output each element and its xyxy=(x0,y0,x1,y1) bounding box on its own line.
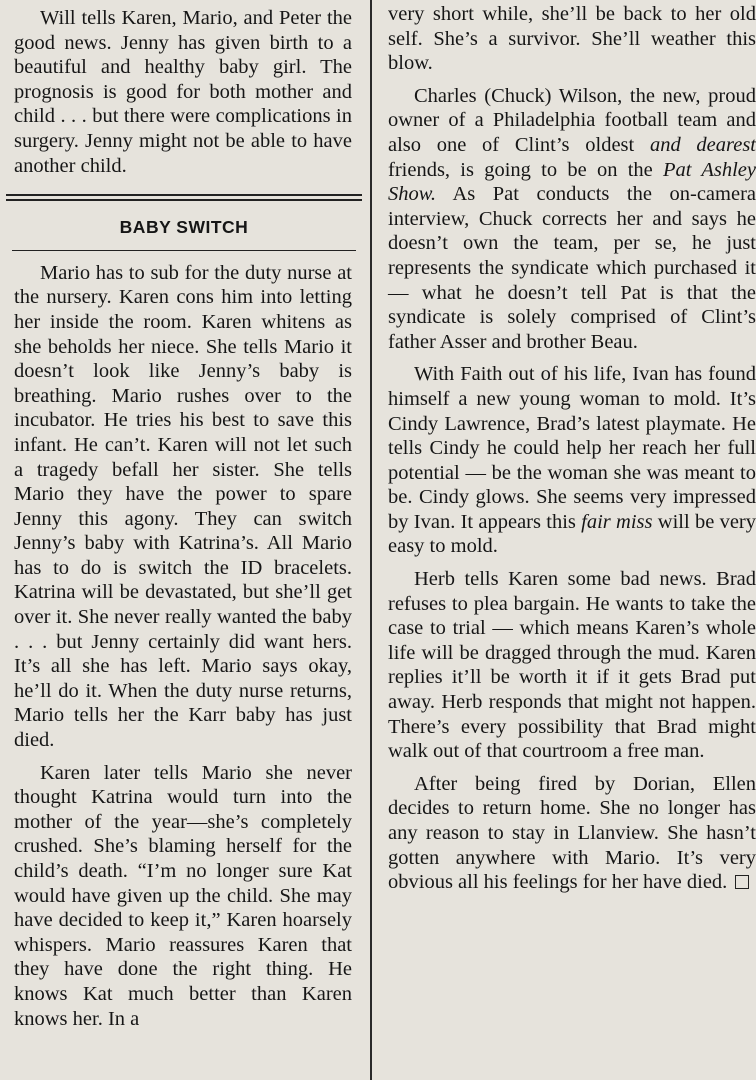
chuck-text-2: friends, is going to be on the xyxy=(388,158,663,181)
continuation-paragraph: very short while, she’ll be back to her old self. She’s a survivor. She’ll weather this blow. xyxy=(388,3,756,75)
right-column xyxy=(388,0,756,895)
chuck-text-3: As Pat conducts the on-camera interview, Chuck corrects her and says he doesn’t own the team, per se, he just represents the syndicate which purchased it — what he doesn’t tell Pat is that the syndicate is solely comprised of Clint’s father Asser and brother Beau. xyxy=(388,183,756,353)
ivan-text-2: will be very easy to mold. xyxy=(388,510,756,558)
section-double-rule xyxy=(6,194,362,201)
herb-paragraph: Herb tells Karen some bad news. Brad refuses to plea bargain. He wants to take the case to trial — which means Karen’s whole life will be dragged through the mud. Karen replies it’ll be worth it if it gets Brad put away. Herb responds that might not happen. There’s every possibility that Brad might walk out of that courtroom a free man. xyxy=(388,568,756,763)
end-of-article-box-icon xyxy=(735,875,749,889)
baby-switch-paragraph-2: Karen later tells Mario she never thought Katrina would turn into the mother of the year—she’s completely crushed. She’s blaming herself for the child’s death. “I’m no longer sure Kat would have given up the child. She may have decided to keep it,” Karen hoarsely whispers. Mario reassures Karen that they have done the right thing. He knows Kat much better than Karen knows her. In a xyxy=(14,761,352,1030)
section-heading: BABY SWITCH xyxy=(119,217,249,238)
ellen-text: After being fired by Dorian, Ellen decides to return home. She no longer has any reason to stay in Llanview. She hasn’t gotten anywhere with Mario. It’s very obvious all his feelings for her have died. xyxy=(388,772,756,894)
section-heading-box xyxy=(8,211,360,250)
left-column xyxy=(14,0,352,1031)
baby-switch-paragraph-1: Mario has to sub for the duty nurse at the nursery. Karen cons him into letting her inside the room. Karen whitens as she beholds her niece. She tells Mario it doesn’t look like Jenny’s baby is breathing. Mario rushes over to the incubator. He tries his best to save this infant. He can’t. Karen will not let such a tragedy befall her sister. She tells Mario they have the power to spare Jenny this agony. They can switch Jenny’s baby with Katrina’s. All Mario has to do is switch the ID bracelets. Katrina will be devastated, but she’ll get over it. She never really wanted the baby . . . but Jenny certainly did want hers. It’s all she has left. Mario says okay, he’ll do it. When the duty nurse returns, Mario tells her the Karr baby has just died. xyxy=(14,261,352,752)
column-divider xyxy=(370,0,372,1080)
chuck-emphasis-2: Pat Ashley Show. xyxy=(388,158,756,206)
intro-paragraph: Will tells Karen, Mario, and Peter the good news. Jenny has given birth to a beautiful and healthy baby girl. The prognosis is good for both mother and child . . . but there were complications in surgery. Jenny might not be able to have another child. xyxy=(14,7,352,177)
chuck-emphasis-1: and dearest xyxy=(649,133,756,156)
chuck-paragraph xyxy=(388,84,756,355)
ellen-paragraph xyxy=(388,772,756,895)
ivan-paragraph xyxy=(388,362,756,559)
chuck-text-1: Charles (Chuck) Wilson, the new, proud owner of a Philadelphia football team and also one of Clint’s oldest xyxy=(388,84,756,156)
ivan-emphasis: fair miss xyxy=(581,510,653,533)
ivan-text-1: With Faith out of his life, Ivan has found himself a new young woman to mold. It’s Cindy Lawrence, Brad’s latest playmate. He tells Cindy he could help her reach her full potential — be the woman she was meant to be. Cindy glows. She seems very impressed by Ivan. It appears this xyxy=(388,363,756,533)
section-single-rule xyxy=(12,250,356,251)
